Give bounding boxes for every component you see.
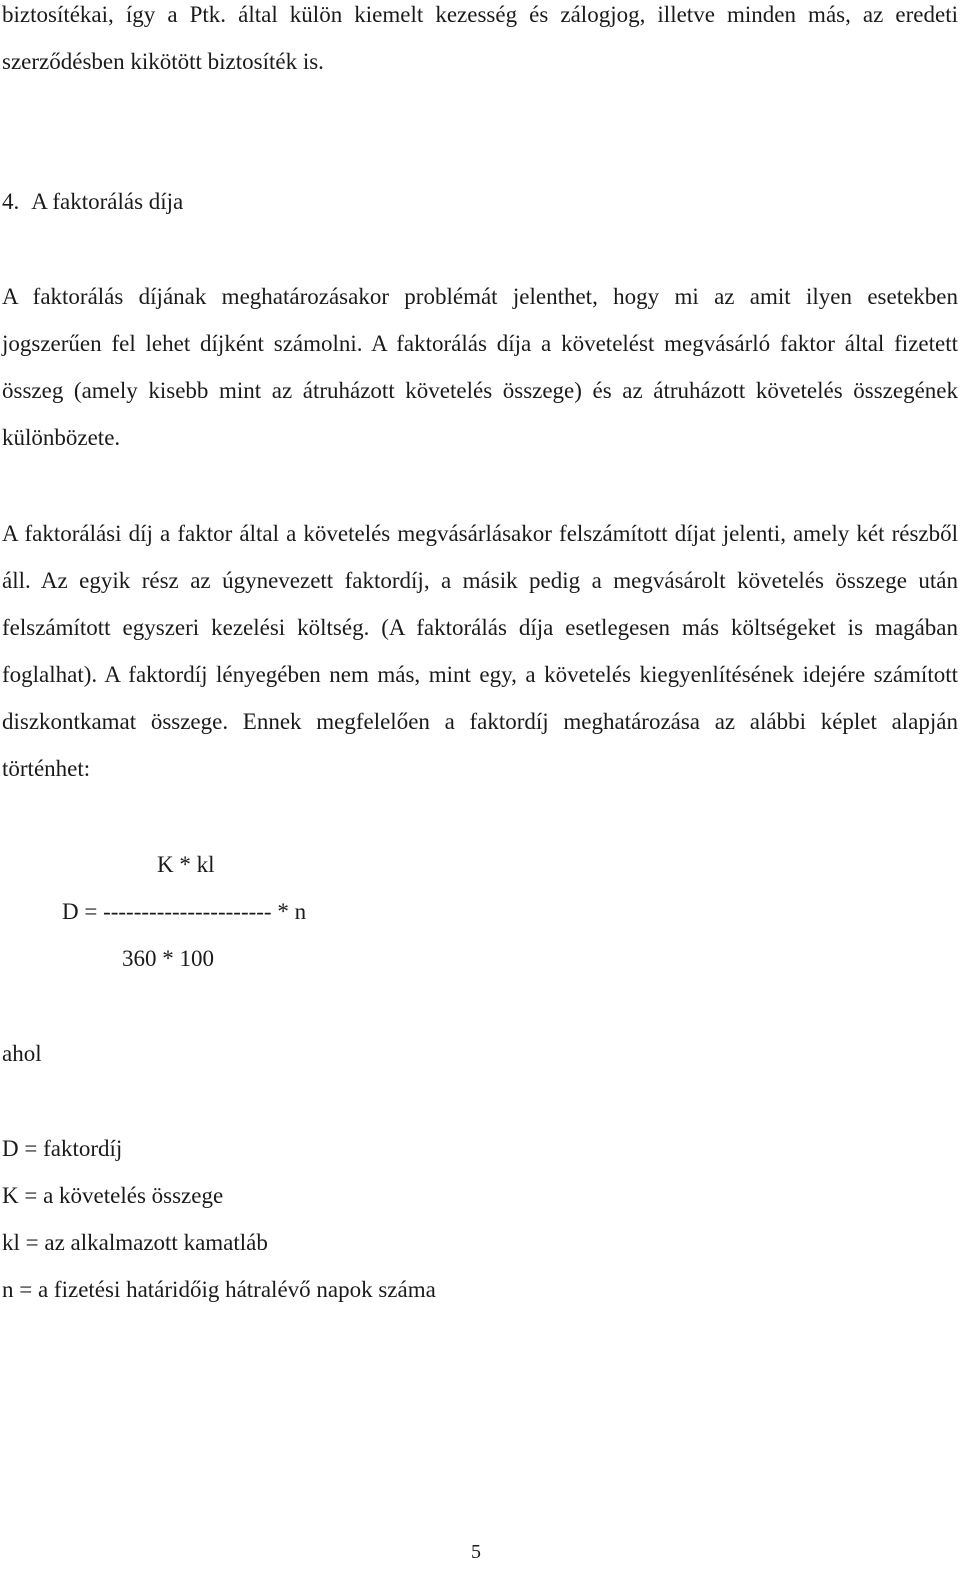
definition-item: K = a követelés összege bbox=[2, 1183, 224, 1208]
fee-definition-paragraph: A faktorálás díjának meghatározásakor problémát jelenthet, hogy mi az amit ilyen esetekben jogszerűen fel lehet díjként számolni. A faktorálás díja a követelést megvásárló faktor által fizetett összeg (amely kisebb mint az átruházott követelés összege) és az átruházott követelés összegének különbözete. bbox=[2, 284, 958, 450]
where-label: ahol bbox=[2, 1041, 42, 1066]
fee-components-paragraph: A faktorálási díj a faktor által a követelés megvásárlásakor felszámított díjat jelenti, amely két részből áll. Az egyik rész az úgynevezett faktordíj, a másik pedig a megvásárolt követelés összege után felszámított egyszeri kezelési költség. (A faktorálás díja esetlegesen más költségeket is magában foglalhat). A faktordíj lényegében nem más, mint egy, a követelés kiegyenlítésének idejére számított diszkontkamat összege. Ennek megfelelően a faktordíj meghatározása az alábbi képlet alapján történhet: bbox=[2, 521, 958, 781]
page-number: 5 bbox=[471, 1541, 481, 1563]
section-title: A faktorálás díja bbox=[31, 189, 184, 214]
definition-item: D = faktordíj bbox=[2, 1136, 123, 1161]
continuation-paragraph: biztosítékai, így a Ptk. által külön kiemelt kezesség és zálogjog, illetve minden más, az eredeti szerződésben kikötött biztosíték is. bbox=[2, 2, 958, 74]
section-heading bbox=[2, 178, 183, 225]
formula-numerator: K * kl bbox=[157, 852, 215, 877]
section-number: 4. bbox=[2, 189, 20, 214]
definition-item: n = a fizetési határidőig hátralévő napok száma bbox=[2, 1277, 436, 1302]
definition-item: kl = az alkalmazott kamatláb bbox=[2, 1230, 268, 1255]
formula-denominator: 360 * 100 bbox=[122, 946, 214, 971]
formula-main-line: D = ---------------------- * n bbox=[62, 899, 307, 924]
